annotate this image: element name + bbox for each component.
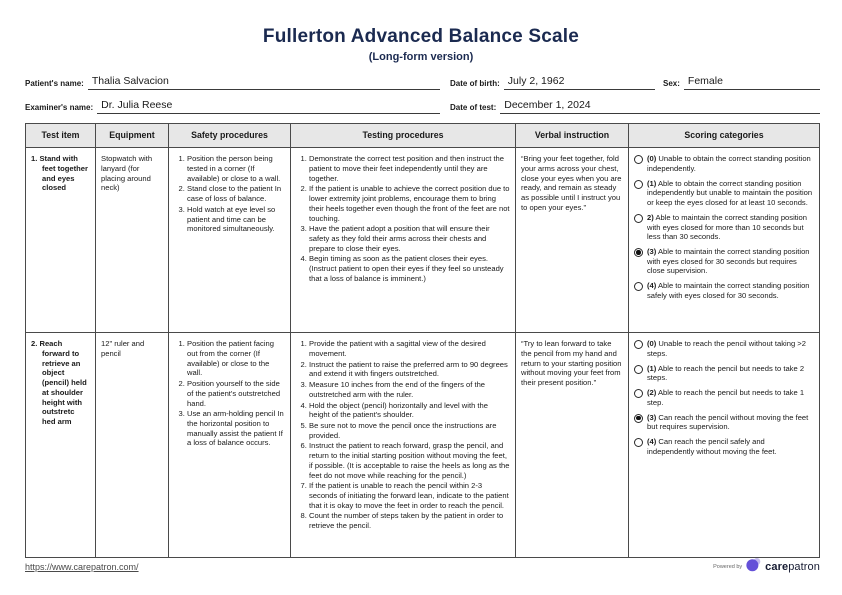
scoring-option-label: (3) Able to maintain the correct standing position with eyes closed for 30 seconds but requires close supervision. bbox=[647, 247, 810, 276]
scoring-option-label: (4) Able to maintain the correct standing position safely with eyes closed for 30 seconds. bbox=[647, 281, 810, 300]
testing-procedures-list bbox=[309, 154, 510, 283]
test-item-cell bbox=[26, 333, 96, 558]
scoring-categories-cell bbox=[629, 333, 820, 558]
carepatron-logo-icon bbox=[746, 557, 761, 577]
test-item-cell bbox=[26, 148, 96, 333]
powered-by-block bbox=[713, 557, 820, 577]
safety-step: 1. Position the patient facing out from the corner (If available) or close to the wall. bbox=[187, 339, 285, 378]
radio-button[interactable] bbox=[634, 282, 643, 291]
sex-input[interactable]: Female bbox=[684, 75, 820, 90]
radio-button[interactable] bbox=[634, 365, 643, 374]
page-title: Fullerton Advanced Balance Scale bbox=[262, 26, 580, 47]
carepatron-wordmark: carepatron bbox=[765, 561, 820, 573]
testing-step: 7. If the patient is unable to reach the pencil within 2-3 seconds of initiating the forward lean, indicate to the patient that it is okay to move the feet in order to reach the pencil. bbox=[309, 481, 510, 510]
safety-step: 1. Position the person being tested in a corner (If available) or close to a wall. bbox=[187, 154, 285, 183]
scoring-option[interactable] bbox=[634, 154, 814, 173]
header-test-item: Test item bbox=[26, 124, 96, 148]
scoring-option[interactable] bbox=[634, 247, 814, 276]
patient-name-input[interactable]: Thalia Salvacion bbox=[88, 75, 440, 90]
scoring-option-label: (0) Unable to reach the pencil without taking >2 steps. bbox=[647, 339, 806, 358]
date-of-test-field bbox=[450, 99, 820, 114]
testing-step: 5. Be sure not to move the pencil once the instructions are provided. bbox=[309, 421, 510, 440]
scoring-categories-cell bbox=[629, 148, 820, 333]
date-of-test-input[interactable]: December 1, 2024 bbox=[500, 99, 820, 114]
scoring-option-label: (2) Able to reach the pencil but needs to take 1 step. bbox=[647, 388, 805, 407]
test-item-text: 2. Reach forward to retrieve an object (pencil) held at shoulder height with outstretc hed arm bbox=[31, 339, 87, 426]
patient-info-section bbox=[25, 75, 820, 114]
field-row bbox=[25, 99, 820, 114]
safety-procedures-cell bbox=[169, 148, 291, 333]
safety-procedures-cell bbox=[169, 333, 291, 558]
scoring-option[interactable] bbox=[634, 413, 814, 432]
header-testing-procedures: Testing procedures bbox=[291, 124, 516, 148]
safety-step: 3. Hold watch at eye level so patient and time can be monitored simultaneously. bbox=[187, 205, 285, 234]
scoring-option[interactable] bbox=[634, 388, 814, 407]
scoring-option-label: (1) Able to reach the pencil but needs to take 2 steps. bbox=[647, 363, 805, 383]
testing-step: 2. If the patient is unable to achieve the correct position due to lower extremity joint problems, encourage them to bring their heels together even though the front of the feet are not touching. bbox=[309, 184, 510, 223]
header-scoring-categories: Scoring categories bbox=[629, 124, 820, 148]
safety-step: 2. Stand close to the patient In case of loss of balance. bbox=[187, 184, 285, 203]
radio-button[interactable] bbox=[634, 214, 643, 223]
patient-name-label: Patient's name: bbox=[25, 79, 84, 88]
scoring-option[interactable] bbox=[634, 364, 814, 383]
radio-button[interactable] bbox=[634, 389, 643, 398]
verbal-instruction-cell: “Bring your feet together, fold your arms across your chest, close your eyes when you are ready, and remain as steady as possible until I instruct you to open your eyes.” bbox=[516, 148, 629, 333]
scoring-option[interactable] bbox=[634, 339, 814, 358]
testing-procedures-list bbox=[309, 339, 510, 531]
testing-step: 2. Instruct the patient to raise the preferred arm to 90 degrees and extend it with fingers outstretched. bbox=[309, 360, 510, 379]
date-of-birth-field bbox=[450, 75, 655, 90]
table-row bbox=[26, 333, 820, 558]
scoring-option-label: 2) Able to maintain the correct standing position with eyes closed for more than 10 seconds but less than 30 seconds. bbox=[647, 212, 807, 242]
radio-button[interactable] bbox=[634, 438, 643, 447]
testing-step: 4. Hold the object (pencil) horizontally and level with the height of the patient's shoulder. bbox=[309, 401, 510, 420]
radio-button[interactable] bbox=[634, 180, 643, 189]
powered-by-label: Powered by bbox=[713, 564, 743, 570]
testing-step: 3. Measure 10 inches from the end of the fingers of the outstretched arm with the ruler. bbox=[309, 380, 510, 399]
date-of-birth-input[interactable]: July 2, 1962 bbox=[504, 75, 655, 90]
date-of-test-label: Date of test: bbox=[450, 103, 497, 112]
radio-button[interactable] bbox=[634, 340, 643, 349]
table-row bbox=[26, 148, 820, 333]
table-header-row bbox=[26, 124, 820, 148]
radio-button-selected[interactable] bbox=[634, 248, 643, 257]
verbal-instruction-cell: “Try to lean forward to take the pencil from my hand and return to your starting position without moving your feet from their present position.” bbox=[516, 333, 629, 558]
table-body bbox=[26, 148, 820, 558]
testing-procedures-cell bbox=[291, 333, 516, 558]
scoring-option-label: (4) Can reach the pencil safely and independently without moving the feet. bbox=[647, 437, 777, 456]
safety-step: 2. Position yourself to the side of the patient's outstretched hand. bbox=[187, 379, 285, 408]
scoring-option-label: (0) Unable to obtain the correct standing position independently. bbox=[647, 154, 811, 173]
test-item-text: 1. Stand with feet together and eyes closed bbox=[31, 154, 88, 193]
testing-step: 1. Demonstrate the correct test position and then instruct the patient to move their feet independently until they are together. bbox=[309, 154, 510, 183]
scoring-option[interactable] bbox=[634, 281, 814, 300]
testing-step: 4. Begin timing as soon as the patient closes their eyes. (Instruct patient to open their eyes if they feel so unsteady that a loss of balance is imminent.) bbox=[309, 254, 510, 283]
radio-button[interactable] bbox=[634, 155, 643, 164]
equipment-cell: Stopwatch with lanyard (for placing around neck) bbox=[96, 148, 169, 333]
scoring-option[interactable] bbox=[634, 437, 814, 456]
footer-link[interactable]: https://www.carepatron.com/ bbox=[25, 562, 139, 572]
header-safety-procedures: Safety procedures bbox=[169, 124, 291, 148]
field-row bbox=[25, 75, 820, 90]
sex-field bbox=[663, 75, 820, 90]
page-subtitle: (Long-form version) bbox=[368, 51, 474, 63]
scoring-option[interactable] bbox=[634, 179, 814, 208]
radio-button-selected[interactable] bbox=[634, 414, 643, 423]
examiner-name-input[interactable]: Dr. Julia Reese bbox=[97, 99, 440, 114]
examiner-name-label: Examiner's name: bbox=[25, 103, 94, 112]
scoring-option-label: (1) Able to obtain the correct standing position independently but unable to maintain the position or keep the eyes closed for at least 10 seconds. bbox=[647, 178, 813, 208]
safety-step: 3. Use an arm-holding pencil In the horizontal position to manually assist the patient If a loss of balance occurs. bbox=[187, 409, 285, 448]
scoring-option-label: (3) Can reach the pencil without moving the feet but requires supervision. bbox=[647, 412, 809, 432]
header-equipment: Equipment bbox=[96, 124, 169, 148]
date-of-birth-label: Date of birth: bbox=[450, 79, 500, 88]
examiner-name-field bbox=[25, 99, 440, 114]
scoring-option[interactable] bbox=[634, 213, 814, 242]
patient-name-field bbox=[25, 75, 440, 90]
testing-step: 8. Count the number of steps taken by the patient in order to retrieve the pencil. bbox=[309, 511, 510, 530]
safety-procedures-list bbox=[187, 339, 285, 448]
sex-label: Sex: bbox=[663, 79, 680, 88]
header-verbal-instruction: Verbal instruction bbox=[516, 124, 629, 148]
safety-procedures-list bbox=[187, 154, 285, 234]
assessment-table bbox=[25, 123, 820, 558]
testing-step: 3. Have the patient adopt a position that will ensure their safety as they fold their arms across their chests and prepare to close their eyes. bbox=[309, 224, 510, 253]
testing-step: 6. Instruct the patient to reach forward, grasp the pencil, and return to the initial starting position without moving the feet, if possible. (It is acceptable to raise the heels as long as the feet do not move while reaching for the pencil.) bbox=[309, 441, 510, 480]
testing-step: 1. Provide the patient with a sagittal view of the desired movement. bbox=[309, 339, 510, 358]
equipment-cell: 12" ruler and pencil bbox=[96, 333, 169, 558]
page-footer bbox=[25, 557, 820, 577]
testing-procedures-cell bbox=[291, 148, 516, 333]
